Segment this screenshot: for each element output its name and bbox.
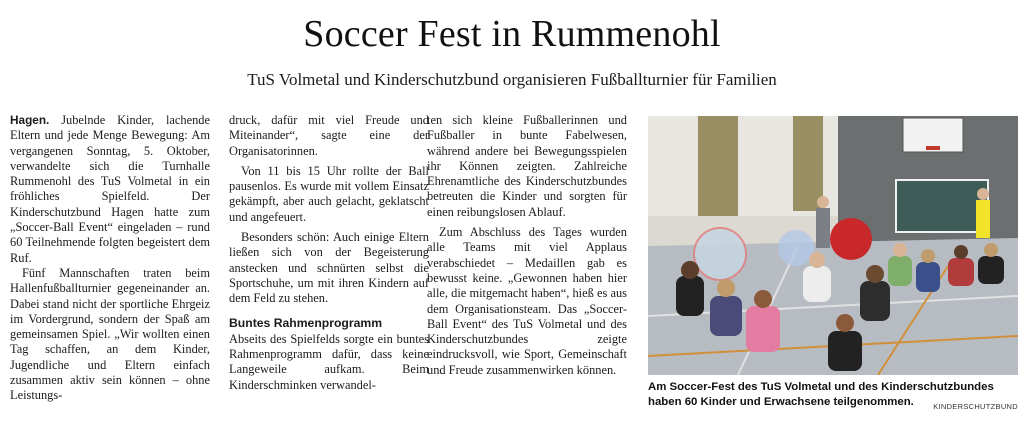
paragraph: Besonders schön: Auch einige Eltern ließen sich von der Begeisterung anstecken und schnürten selbst die Sportschuhe, um mit ihren Kindern auf dem Feld zu stehen. [229,230,429,306]
paragraph-text: Jubelnde Kinder, lachende Eltern und jede Menge Bewegung: Am vergangenen Sonntag, 5. Oktober, verwandelte sich die Turnhalle Rummenohl des TuS Volmetal in ein fröhliches Spielfeld. Der Kinderschutzbund Hagen hatte zum „Soccer-Ball Event“ eingeladen – rund 60 Teilnehmende folgten begeistert dem Ruf. [10,113,210,265]
paragraph: Zum Abschluss des Tages wurden alle Teams mit viel Applaus verabschiedet – Medaillen gab es bewusst keine. „Gewonnen haben hier alle, die mitgemacht haben“, hieß es aus dem Organisationsteam. Das „Soccer-Ball Event“ des TuS Volmetal und des Kinderschutzbundes zeigte eindrucksvoll, wie Sport, Gemeinschaft und Freude zusammenwirken können. [427,225,627,377]
gym-photo-illustration [648,116,1018,375]
paragraph: Abseits des Spielfelds sorgte ein buntes Rahmenprogramm dafür, dass keine Langeweile aufkam. Beim Kinderschminken verwandel- [229,331,429,392]
paragraph: Von 11 bis 15 Uhr rollte der Ball pausenlos. Es wurde mit vollem Einsatz gekämpft, aber auch gelacht, geklatscht und angefeuert. [229,163,429,224]
article-photo [648,116,1018,375]
paragraph: Fünf Mannschaften traten beim Hallenfußballturnier gegeneinander an. Dabei stand nicht der sportliche Ehrgeiz im Vordergrund, sondern der Spaß am gemeinsamen Spiel. „Wir wollten einen Tag schaffen, an dem Kinder, Jugendliche und Eltern einfach zusammen aktiv sein können – ohne Leistungs- [10,265,210,403]
article-column-1 [10,113,210,404]
headline: Soccer Fest in Rummenohl [303,13,721,55]
subheading: Buntes Rahmenprogramm [229,315,383,330]
subheadline: TuS Volmetal und Kinderschutzbund organisieren Fußballturnier für Familien [247,70,777,89]
article-column-3 [427,113,627,378]
paragraph: ten sich kleine Fußballerinnen und Fußballer in bunte Fabelwesen, während andere bei Bewegungsspielen ihr Können zeigten. Zahlreiche Ehrenamtliche des Kinderschutzbundes betreuten die Kinder und sorgten für einen reibungslosen Ablauf. [427,113,627,219]
caption-text: Am Soccer-Fest des TuS Volmetal und des Kinderschutzbundes haben 60 Kinder und Erwachsene teilgenommen. [648,381,994,408]
photo-credit: KINDERSCHUTZBUND [933,402,1018,411]
paragraph: druck, dafür mit viel Freude und Miteinander“, sagte eine der Organisatorinnen. [229,113,429,158]
article-column-2 [229,113,429,393]
photo-caption [648,380,1018,414]
paragraph [10,113,210,266]
dateline: Hagen. [10,113,50,127]
